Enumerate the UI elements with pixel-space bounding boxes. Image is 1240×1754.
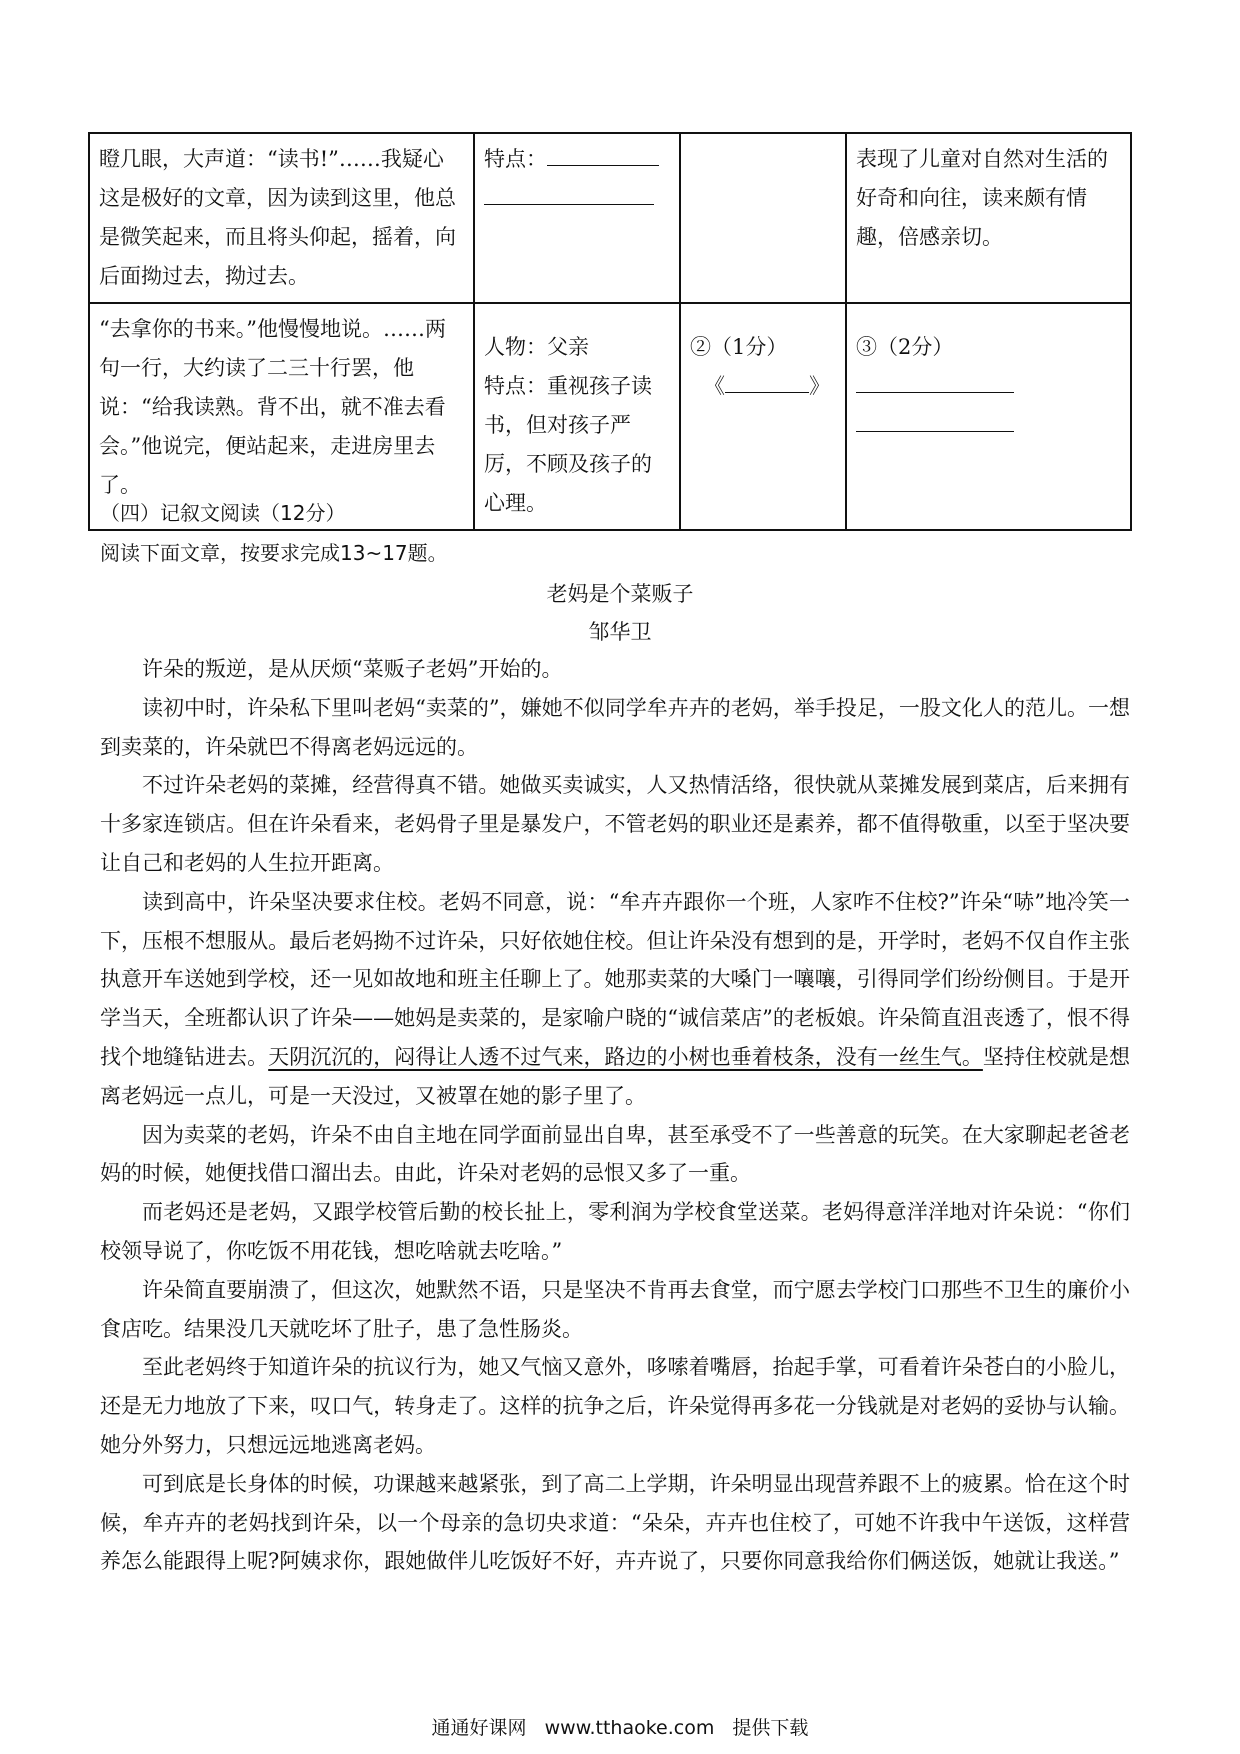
summary-text: 表现了儿童对自然对生活的好奇和向往，读来颇有情趣，倍感亲切。 (856, 147, 1108, 249)
footer-url[interactable]: www.tthaoke.com (544, 1717, 715, 1739)
book-title-line (690, 367, 836, 406)
feature-cell (474, 133, 680, 303)
table-row (89, 303, 1131, 530)
paragraph (100, 883, 1130, 1116)
blank2-label: ②（1分） (690, 335, 788, 359)
answer-line (856, 367, 1121, 406)
answer-blank[interactable] (856, 368, 1014, 393)
excerpt-cell (89, 133, 474, 303)
answer-blank[interactable] (725, 368, 809, 393)
book-title-cell (680, 303, 846, 530)
paragraph: 读初中时，许朵私下里叫老妈“卖菜的”，嫌她不似同学牟卉卉的老妈，举手投足，一股文化人的范儿。一想到卖菜的，许朵就巴不得离老妈远远的。 (100, 695, 1130, 759)
excerpt-text: 瞪几眼，大声道：“读书!”……我疑心这是极好的文章，因为读到这里，他总是微笑起来，而且将头仰起，摇着，向后面拗过去，拗过去。 (99, 147, 456, 288)
paragraph: 许朵简直要崩溃了，但这次，她默然不语，只是坚决不肯再去食堂，而宁愿去学校门口那些不卫生的廉价小食店吃。结果没几天就吃坏了肚子，患了急性肠炎。 (100, 1277, 1130, 1341)
paragraph: 许朵的叛逆，是从厌烦“菜贩子老妈”开始的。 (142, 657, 563, 681)
paragraph: 不过许朵老妈的菜摊，经营得真不错。她做买卖诚实，人又热情活络，很快就从菜摊发展到菜店，后来拥有十多家连锁店。但在许朵看来，老妈骨子里是暴发户，不管老妈的职业还是素养，都不值得敬重，以至于坚决要让自己和老妈的人生拉开距离。 (100, 773, 1130, 875)
instruction-text: 阅读下面文章，按要求完成13~17题。 (100, 541, 448, 565)
answer-line (856, 406, 1121, 445)
blank3-label: ③（2分） (856, 335, 954, 359)
article-body (100, 650, 1130, 1581)
feature-label: 特点： (484, 147, 547, 171)
paragraph: 而老妈还是老妈，又跟学校管后勤的校长扯上，零利润为学校食堂送菜。老妈得意洋洋地对许朵说：“你们校领导说了，你吃饭不用花钱，想吃啥就去吃啥。” (100, 1200, 1130, 1263)
feature-text: 特点：重视孩子读书，但对孩子严厉，不顾及孩子的心理。 (484, 374, 652, 515)
summary-cell (846, 133, 1131, 303)
excerpt-cell (89, 303, 474, 530)
book-title-open-mark: 《 (704, 374, 725, 398)
answer-cell (846, 303, 1131, 530)
footer-site-name: 通通好课网 (431, 1717, 527, 1739)
reading-analysis-table (88, 132, 1132, 531)
book-title-close-mark: 》 (809, 374, 830, 398)
character-cell (474, 303, 680, 530)
article-title: 老妈是个菜贩子 (546, 582, 694, 606)
paragraph: 因为卖菜的老妈，许朵不由自主地在同学面前显出自卑，甚至承受不了一些善意的玩笑。在大家聊起老爸老妈的时候，她便找借口溜出去。由此，许朵对老妈的忌恨又多了一重。 (100, 1122, 1130, 1186)
character-text: 人物：父亲 (484, 335, 589, 359)
paragraph: 至此老妈终于知道许朵的抗议行为，她又气恼又意外，哆嗦着嘴唇，抬起手掌，可看着许朵苍白的小脸儿，还是无力地放了下来，叹口气，转身走了。这样的抗争之后，许朵觉得再多花一分钱就是对老妈的妥协与认输。她分外努力，只想远远地逃离老妈。 (100, 1355, 1130, 1457)
article-author: 邹华卫 (588, 620, 652, 644)
feature-line (484, 140, 670, 179)
answer-blank[interactable] (856, 407, 1014, 432)
answer-blank[interactable] (547, 141, 659, 166)
paragraph: 可到底是长身体的时候，功课越来越紧张，到了高二上学期，许朵明显出现营养跟不上的疲累。恰在这个时候，牟卉卉的老妈找到许朵，以一个母亲的急切央求道：“朵朵，卉卉也住校了，可她不许我中午送饭，这样营养怎么能跟得上呢?阿姨求你，跟她做伴儿吃饭好不好，卉卉说了，只要你同意我给你们俩送饭，她就让我送。” (100, 1471, 1130, 1574)
excerpt-text: “去拿你的书来。”他慢慢地说。……两句一行，大约读了二三十行罢，他说：“给我读熟。背不出，就不准去看会。”他说完，便站起来，走进房里去了。 (99, 317, 446, 497)
section-label: （四）记叙文阅读（12分） (100, 501, 346, 525)
empty-cell (680, 133, 846, 303)
paragraph-text: 读到高中，许朵坚决要求住校。老妈不同意，说：“牟卉卉跟你一个班，人家咋不住校?”许朵“哧”地冷笑一下，压根不想服从。最后老妈拗不过许朵，只好依她住校。但让许朵没有想到的是，开学时，老妈不仅自作主张执意开车送她到学校，还一见如故地和班主任聊上了。她那卖菜的大嗓门一嚷嚷，引得同学们纷纷侧目。于是开学当天，全班都认识了许朵——她妈是卖菜的，是家喻户晓的“诚信菜店”的老板娘。许朵简直沮丧透了，恨不得找个地缝钻进去。 (100, 889, 1130, 1069)
underlined-sentence: 天阴沉沉的，闷得让人透不过气来，路边的小树也垂着枝条，没有一丝生气。 (268, 1044, 983, 1069)
feature-line-2 (484, 179, 670, 218)
answer-blank[interactable] (484, 180, 654, 205)
footer-tagline: 提供下载 (732, 1717, 809, 1739)
table-row (89, 133, 1131, 303)
page-footer (0, 1716, 1240, 1740)
paragraph-text: 坚持住校就是想离老妈远一点儿，可是一天没过，又被罩在她的影子里了。 (100, 1044, 1131, 1108)
